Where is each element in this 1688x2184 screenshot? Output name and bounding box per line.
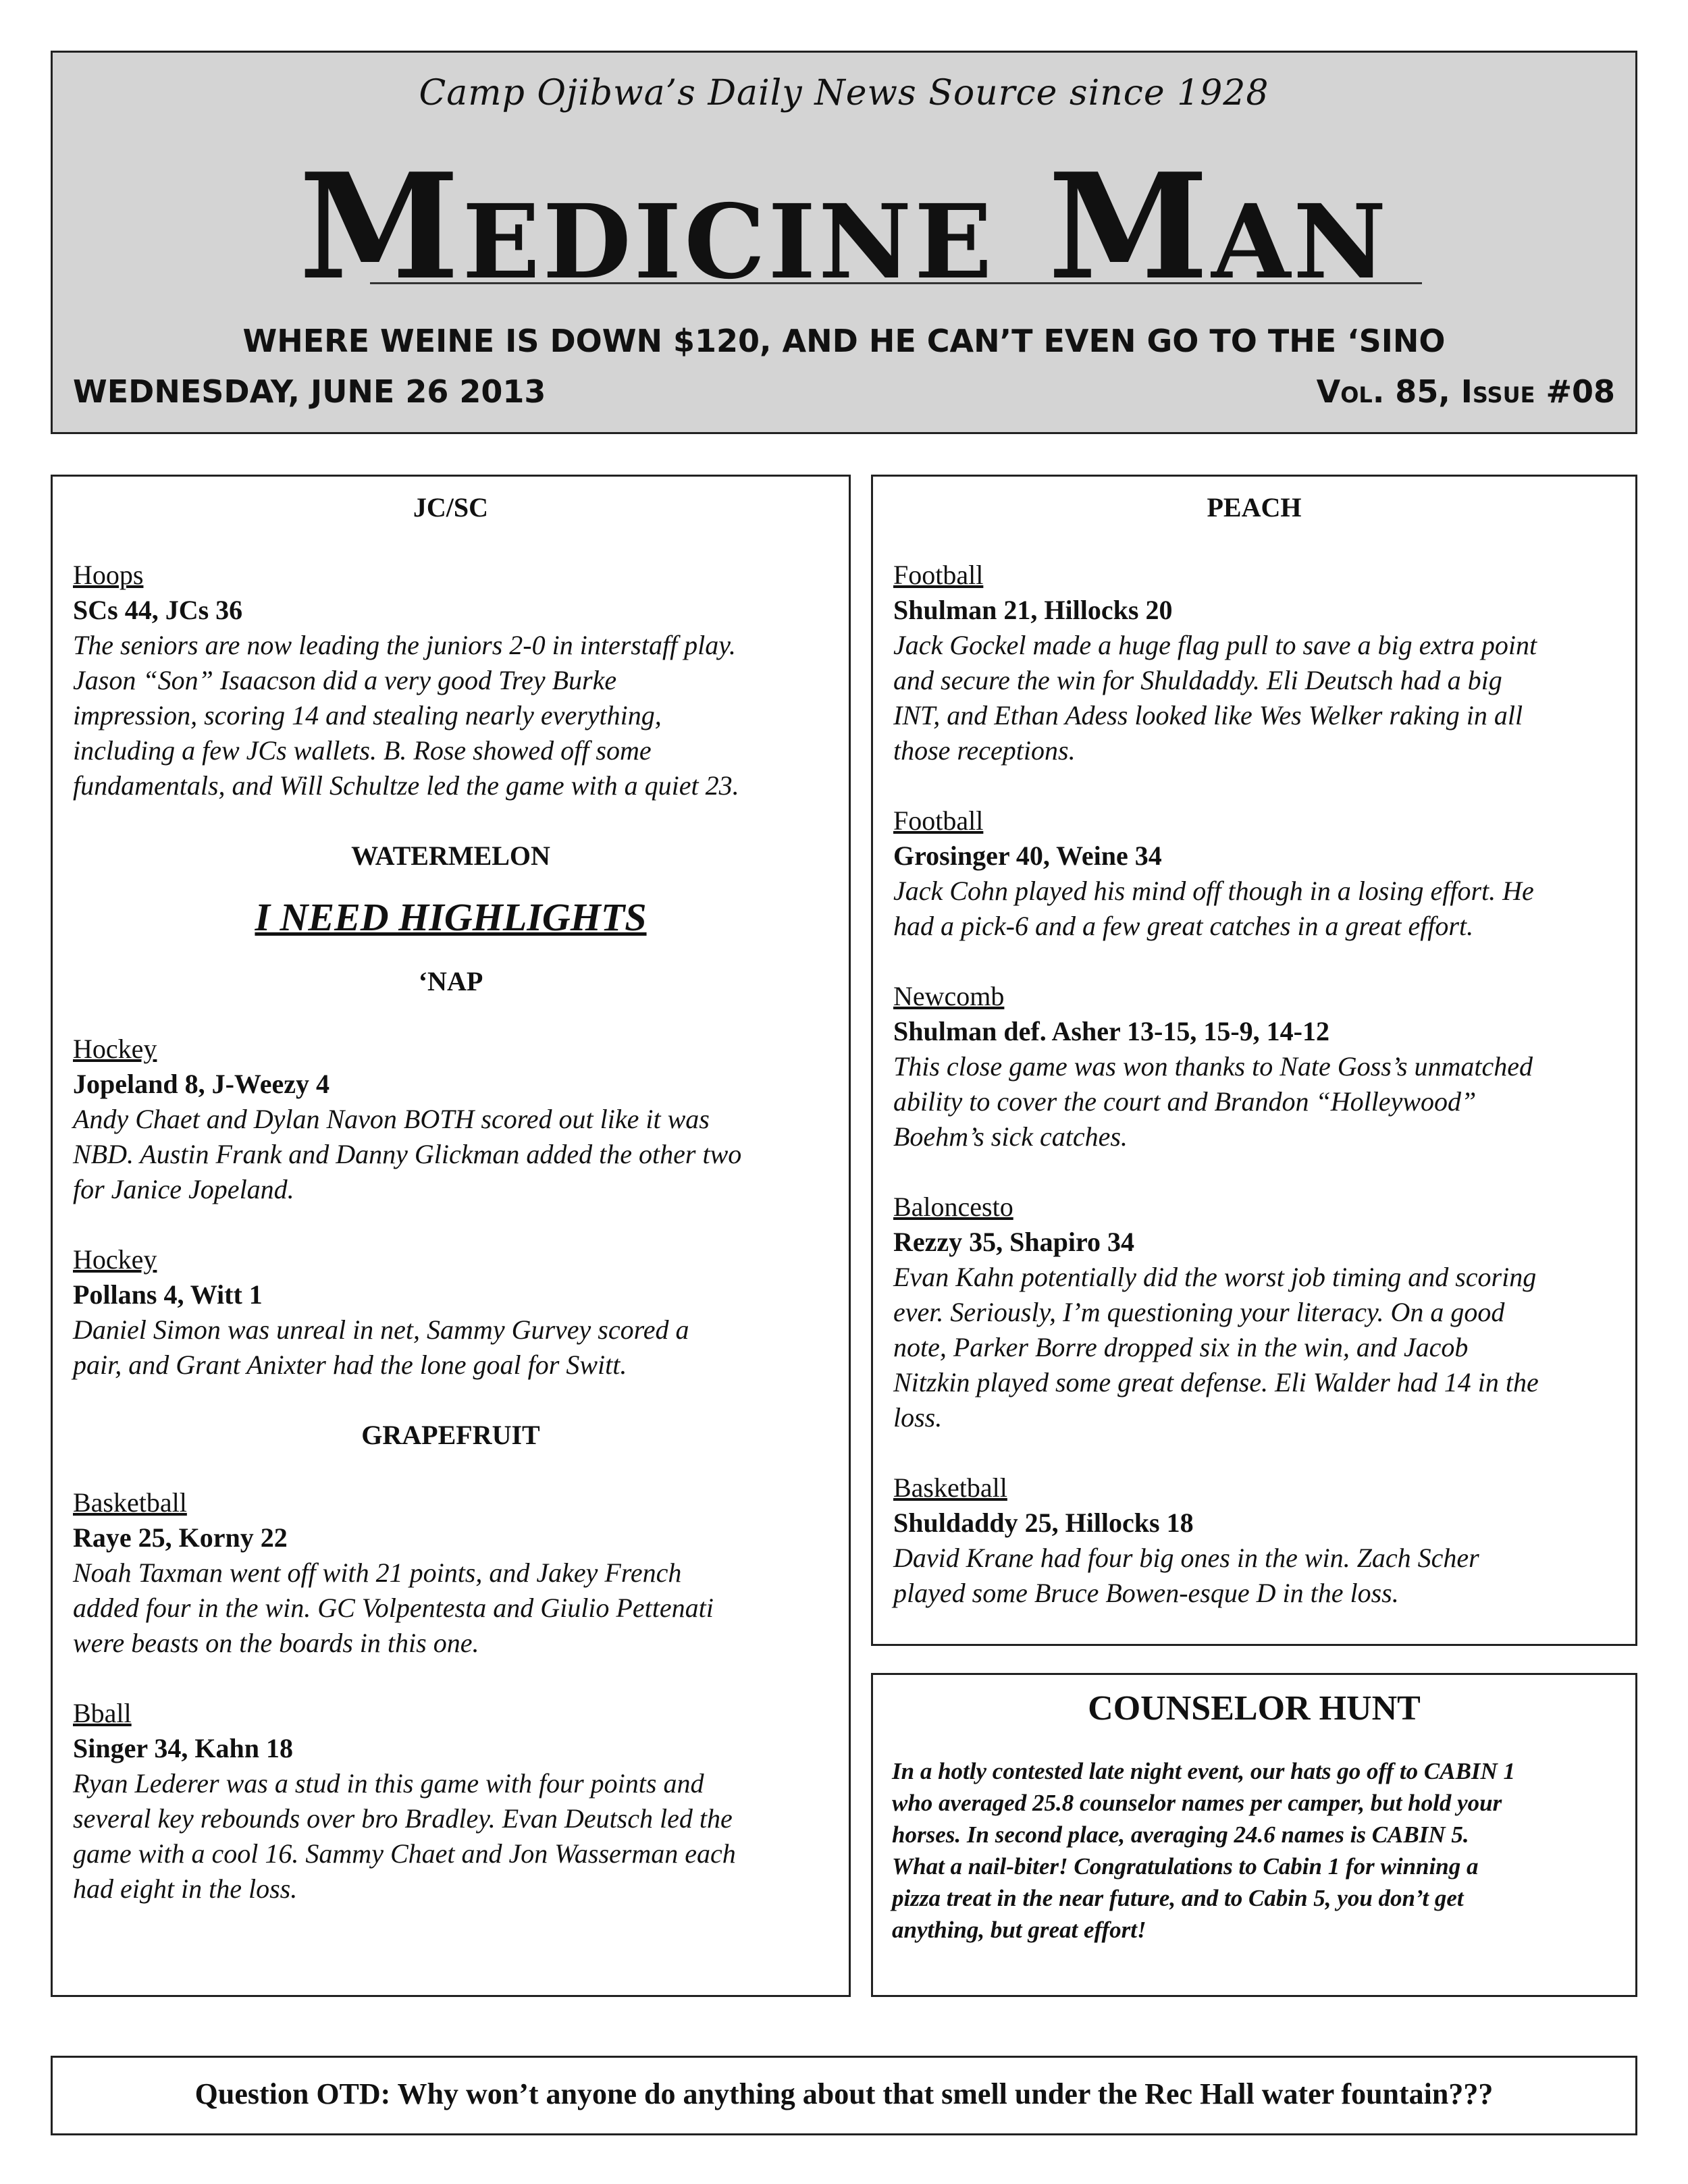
sport-label: Football (893, 560, 984, 590)
sport-label: Baloncesto (893, 1192, 1013, 1222)
section-heading-peach: PEACH (1207, 492, 1302, 523)
game-entry (893, 1190, 1615, 1435)
sport-label: Football (893, 805, 984, 836)
issue-date: WEDNESDAY, JUNE 26 2013 (73, 373, 546, 410)
game-score: Pollans 4, Witt 1 (73, 1279, 263, 1310)
game-score: Shulman def. Asher 13-15, 15-9, 14-12 (893, 1016, 1329, 1046)
counselor-hunt-story: In a hotly contested late night event, our hats go off to CABIN 1 who averaged 25.8 counselor names per camper, but hold your horses. In second place, averaging 24.6 names is CABIN 5. What a nail-biter! Congratulations to Cabin 1 for winning a pizza treat in the near future, and to Cabin 5, you don’t get anything, but great effort! (892, 1758, 1516, 1943)
game-score: Grosinger 40, Weine 34 (893, 841, 1162, 871)
game-entry (893, 803, 1615, 944)
game-story: The seniors are now leading the juniors 2-0 in interstaff play. Jason “Son” Isaacson did a very good Trey Burke impression, scoring 14 and stealing nearly everything, including a few JCs wallets. B. Rose showed off some fundamentals, and Will Schultze led the game with a quiet 23. (73, 630, 739, 801)
newspaper-title: Medicine Man (298, 141, 1390, 312)
game-entry (893, 1470, 1615, 1611)
game-story: Noah Taxman went off with 21 points, and Jakey French added four in the win. GC Volpentesta and Giulio Pettenati were beasts on the boards in this one. (73, 1557, 714, 1658)
game-story: Jack Gockel made a huge flag pull to save a big extra point and secure the win for Shuldaddy. Eli Deutsch had a big INT, and Ethan Adess looked like Wes Welker raking in all those receptions. (893, 630, 1537, 766)
masthead-subhead: WHERE WEINE IS DOWN $120, AND HE CAN’T EVEN GO TO THE ‘SINO (242, 323, 1446, 359)
game-story: This close game was won thanks to Nate Goss’s unmatched ability to cover the court and Brandon “Holleywood” Boehm’s sick catches. (893, 1051, 1533, 1152)
game-story: Evan Kahn potentially did the worst job timing and scoring ever. Seriously, I’m questioning your literacy. On a good note, Parker Borre dropped six in the win, and Jacob Nitzkin played some great defense. Eli Walder had 14 in the loss. (893, 1262, 1539, 1433)
game-score: Shuldaddy 25, Hillocks 18 (893, 1508, 1194, 1538)
game-entry (73, 1485, 828, 1661)
section-heading-watermelon: WATERMELON (351, 841, 550, 871)
issue-number: Vol. 85, Issue #08 (1316, 373, 1615, 410)
masthead-tagline: Camp Ojibwa’s Daily News Source since 1928 (419, 73, 1269, 113)
game-score: SCs 44, JCs 36 (73, 595, 243, 625)
game-entry (73, 558, 828, 803)
counselor-hunt-box (871, 1673, 1637, 1997)
sport-label: Basketball (893, 1472, 1007, 1503)
game-entry (73, 1032, 828, 1207)
title-rule (370, 282, 1422, 284)
section-heading-grapefruit: GRAPEFRUIT (361, 1420, 540, 1450)
game-score: Raye 25, Korny 22 (73, 1522, 288, 1553)
section-heading-nap: ‘NAP (418, 966, 483, 996)
sport-label: Basketball (73, 1487, 187, 1518)
highlights-request: I NEED HIGHLIGHTS (255, 895, 647, 939)
masthead (51, 51, 1637, 434)
game-story: Jack Cohn played his mind off though in a losing effort. He had a pick-6 and a few great catches in a great effort. (893, 876, 1534, 941)
game-score: Rezzy 35, Shapiro 34 (893, 1227, 1135, 1257)
sport-label: Hockey (73, 1244, 157, 1275)
game-story: Daniel Simon was unreal in net, Sammy Gurvey scored a pair, and Grant Anixter had the lone goal for Switt. (73, 1314, 689, 1380)
section-heading-jcsc: JC/SC (413, 492, 489, 523)
game-entry (893, 979, 1615, 1154)
counselor-hunt-title: COUNSELOR HUNT (1088, 1689, 1421, 1728)
sport-label: Bball (73, 1698, 132, 1728)
game-score: Singer 34, Kahn 18 (73, 1733, 293, 1763)
sport-label: Hoops (73, 560, 144, 590)
game-entry (893, 558, 1615, 768)
game-entry (73, 1242, 828, 1383)
game-entry (73, 1696, 828, 1907)
game-story: Andy Chaet and Dylan Navon BOTH scored out like it was NBD. Austin Frank and Danny Glickman added the other two for Janice Jopeland. (73, 1104, 742, 1204)
game-score: Shulman 21, Hillocks 20 (893, 595, 1173, 625)
peach-box (871, 475, 1637, 1646)
game-score: Jopeland 8, J-Weezy 4 (73, 1069, 329, 1099)
game-story: Ryan Lederer was a stud in this game with four points and several key rebounds over bro Bradley. Evan Deutsch led the game with a cool 16. Sammy Chaet and Jon Wasserman each had eight in the loss. (73, 1768, 736, 1904)
sport-label: Newcomb (893, 981, 1005, 1011)
game-story: David Krane had four big ones in the win. Zach Scher played some Bruce Bowen-esque D in the loss. (893, 1543, 1479, 1608)
question-of-the-day: Question OTD: Why won’t anyone do anything about that smell under the Rec Hall water fountain??? (51, 2056, 1637, 2135)
sport-label: Hockey (73, 1034, 157, 1064)
left-column (51, 475, 851, 1997)
